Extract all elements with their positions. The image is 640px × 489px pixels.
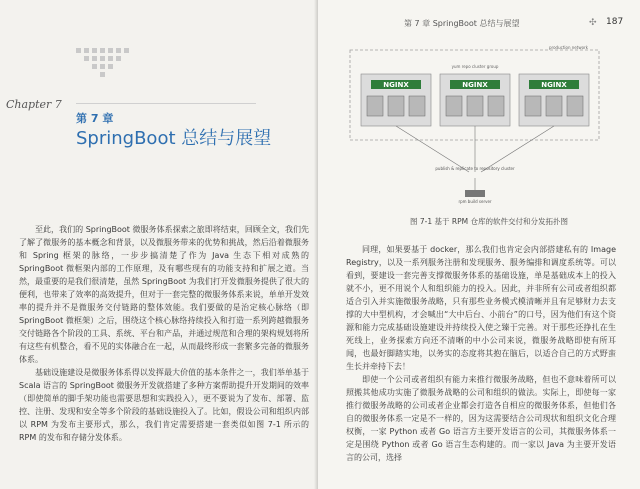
nginx-cluster-3 <box>519 74 589 126</box>
chapter-number: 第 7 章 <box>76 112 114 125</box>
page-number: 187 <box>606 17 624 27</box>
ornament-icon: ✣ <box>589 18 597 28</box>
rpm-build-server-label: rpm build server <box>458 199 492 204</box>
figure-caption: 图 7-1 基于 RPM 仓库的软件交付和分发拓扑图 <box>410 217 568 226</box>
rpm-topology-figure <box>349 44 601 204</box>
repo-group-label: yum repo cluster group <box>451 64 499 69</box>
decorative-dot-grid <box>76 48 136 90</box>
nginx-cluster-2 <box>440 74 510 126</box>
nginx-label: NGINX <box>383 81 409 89</box>
left-body-text <box>19 223 309 444</box>
rpm-build-server <box>465 190 485 197</box>
right-body-text <box>346 243 616 464</box>
left-page <box>0 0 318 489</box>
nginx-label: NGINX <box>462 81 488 89</box>
paragraph: 至此，我们的 SpringBoot 微服务体系探索之旅即将结束，回顾全文，我们先了解了微服务的基本概念和背景，以及微服务带来的优势和挑战，然后沿着微服务和 Spring 框架的脉络，一步步搞清楚了作为 Java 生态下相对成熟的 SpringBoot 微框架内部的工作原理，及有哪些现有的功能支持和扩展之道。当然，最重要的是我们很清楚，虽然 SpringBoot 为我们打开发微服务提供了很大的便利，也带来了效率的高效提升，但对于一套完整的微服务体系来说，单单开发效率的提升并不是微服务交付链路的整体效能。我们要做的是治定核心脉络（即 SpringBoot 微框架）之后，围绕这个核心脉络持续投入和打造一系列跨越微服务交付链路各个阶段的工具、系统、平台和产品，并通过规范和合理的架构规划将所有这些有机整合，看不见的实体融合在一起，从而最终形成一套繁多完备的微服务体系。 <box>19 225 309 364</box>
running-head: 第 7 章 SpringBoot 总结与展望 <box>404 19 520 28</box>
chapter-title: SpringBoot 总结与展望 <box>76 128 272 149</box>
publish-label: publish & replicate to repository cluster <box>435 166 515 171</box>
paragraph: 基础设施建设是微服务体系得以发挥最大价值的基本条件之一，我们举单基于 Scala 语言的 SpringBoot 微服务开发就搭建了多种方案帮助提升开发期间的效率（即使简单的脚手架功能也需要思想和实践投入），更不要说为了发布、部署、监控、注册、发现和安全等多个阶段的基础设施投入了。比如，假设公司和组织内部以 RPM 为发布主要形式，那么，我们肯定需要搭建一套类似如图 7-1 所示的 RPM 的发布和存储分发体系。 <box>19 368 309 442</box>
paragraph: 同理，如果要基于 docker，那么我们也肯定会内部搭建私有的 Image Registry，以及一系列服务注册和发现服务、服务编排和调度系统等。可以看到，要建设一套完善支撑微服务体系的基础设施，单是基础成本上的投入就不小，更不用说个人和组织能力的投入。因此，并非所有公司或者组织都适合引入并实施微服务战略，只有那些业务模式模清晰并且有足够财力去支撑的大中型机构，才会喊出“大中后台、小前台”的口号，因为他们有这个资源和能力完成基础设施建设并持续投入使之臻于完善。对于那些还挣扎在生死线上，业务探索方向还不清晰的中小公司来说，微服务战略即使有所耳闻，也最好脚踏实地，以务实的态度将其抱在脑后，以适合自己的方式野蛮生长并牵持下去！ <box>346 245 616 371</box>
connector-lines <box>396 126 554 190</box>
chapter-rule <box>76 103 256 104</box>
paragraph: 即使一个公司或者组织有能力来推行微服务战略，但也不意味着所可以照搬其他成功实施了微服务战略的公司和组织的做法。实际上，即使每一家推行微服务战略的公司或者企业都会打造各自相应的微服务体系，但他们各自的微服务体系一定是不一样的，因为这需要结合公司现状和组织文化合理权衡，一家 Python 或者 Go 语言方主要开发语言的公司，其微服务体系一定是围绕 Python 或者 Go 语言生态构建的。而一家以 Java 为主要开发语言的公司，选择 <box>346 375 616 462</box>
nginx-label: NGINX <box>541 81 567 89</box>
nginx-cluster-1 <box>361 74 431 126</box>
production-network-label: production network <box>549 45 588 50</box>
chapter-script-label: Chapter 7 <box>6 98 62 111</box>
